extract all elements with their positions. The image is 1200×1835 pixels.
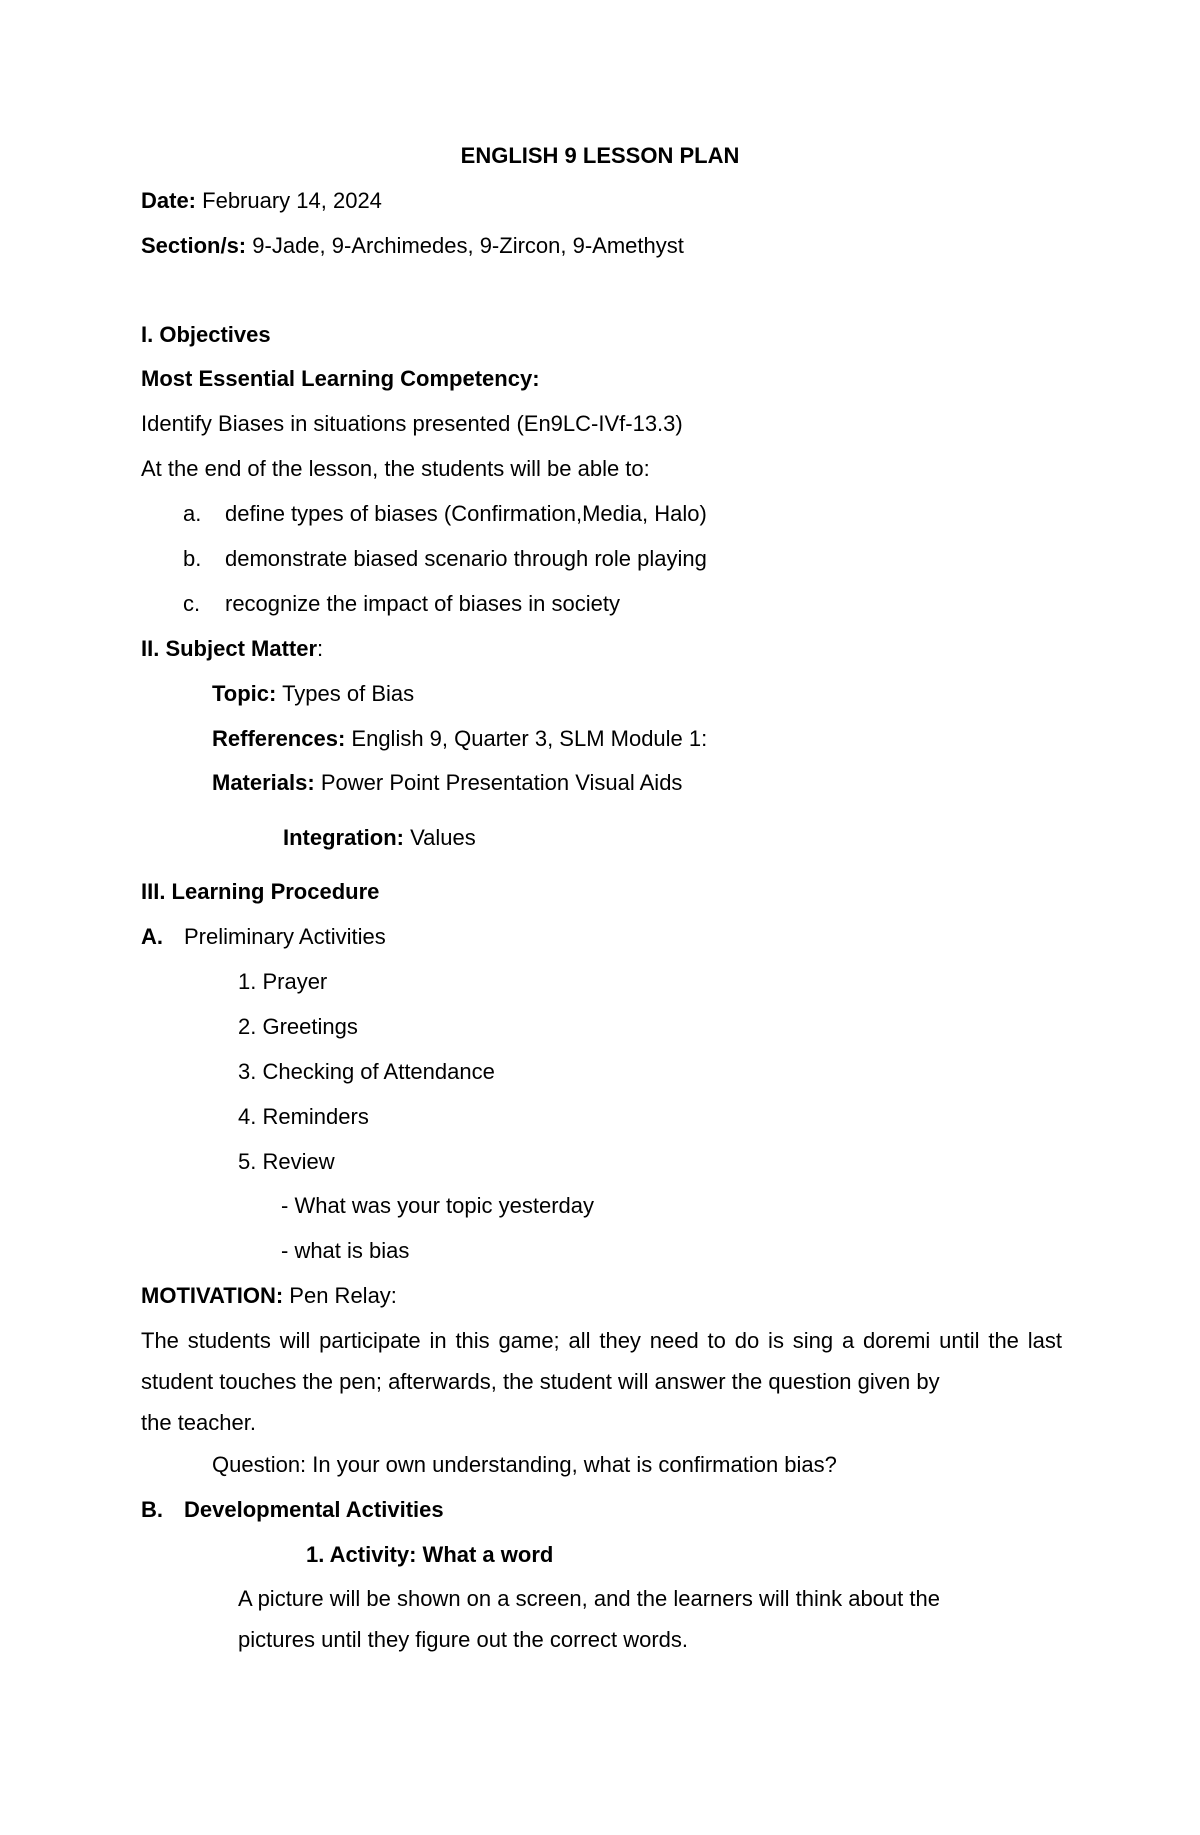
sections-line [141, 233, 684, 259]
preliminary-item: 5. Review [238, 1149, 335, 1174]
motivation-question: Question: In your own understanding, what is confirmation bias? [212, 1452, 837, 1477]
integration-label: Integration: [283, 825, 404, 850]
review-item: - What was your topic yesterday [281, 1193, 595, 1218]
objectives-heading: I. Objectives [141, 322, 271, 347]
preliminary-item: 3. Checking of Attendance [238, 1059, 495, 1084]
materials-value: Power Point Presentation Visual Aids [320, 770, 683, 795]
document-title: ENGLISH 9 LESSON PLAN [460, 143, 740, 168]
sections-value: 9-Jade, 9-Archimedes, 9-Zircon, 9-Amethyst [252, 233, 684, 258]
date-line [141, 188, 382, 214]
integration-value: Values [410, 825, 476, 850]
objective-item-c-marker: c. [183, 591, 201, 616]
materials-line [212, 770, 682, 796]
date-label: Date: [141, 188, 197, 213]
objective-item-b: demonstrate biased scenario through role playing [225, 546, 707, 571]
preliminary-item: 1. Prayer [238, 969, 328, 994]
objective-item-a-marker: a. [183, 501, 202, 526]
references-line [212, 726, 707, 752]
topic-label: Topic: [212, 681, 277, 706]
activity-paragraph: A picture will be shown on a screen, and the learners will think about the pictures until they figure out the correct words. [238, 1586, 940, 1652]
sections-label: Section/s: [141, 233, 247, 258]
motivation-line [141, 1283, 397, 1309]
objectives-intro: At the end of the lesson, the students will be able to: [141, 456, 650, 481]
preliminary-item: 2. Greetings [238, 1014, 358, 1039]
motivation-label: MOTIVATION: [141, 1283, 284, 1308]
date-value: February 14, 2024 [202, 188, 382, 213]
references-label: Refferences: [212, 726, 346, 751]
motivation-value: Pen Relay: [289, 1283, 397, 1308]
preliminary-item: 4. Reminders [238, 1104, 369, 1129]
section-a-marker: A. [141, 924, 163, 949]
topic-line [212, 681, 414, 707]
melc-text: Identify Biases in situations presented (En9LC-IVf-13.3) [141, 411, 683, 436]
section-b-marker: B. [141, 1497, 163, 1522]
subject-matter-heading: II. Subject Matter: [141, 636, 324, 661]
activity-title: 1. Activity: What a word [306, 1542, 554, 1567]
section-a-title: Preliminary Activities [184, 924, 386, 949]
melc-heading: Most Essential Learning Competency: [141, 366, 540, 391]
objective-item-b-marker: b. [183, 546, 202, 571]
review-item: - what is bias [281, 1238, 410, 1263]
objective-item-a: define types of biases (Confirmation,Media, Halo) [225, 501, 707, 526]
topic-value: Types of Bias [282, 681, 415, 706]
integration-line [283, 825, 476, 851]
references-value: English 9, Quarter 3, SLM Module 1: [351, 726, 708, 751]
motivation-paragraph: The students will participate in this game; all they need to do is sing a doremi until the last student touches the pen; afterwards, the student will answer the question given by the teacher. [141, 1328, 1062, 1435]
procedure-heading: III. Learning Procedure [141, 879, 380, 904]
objective-item-c: recognize the impact of biases in society [225, 591, 620, 616]
materials-label: Materials: [212, 770, 315, 795]
section-b-title: Developmental Activities [184, 1497, 444, 1522]
